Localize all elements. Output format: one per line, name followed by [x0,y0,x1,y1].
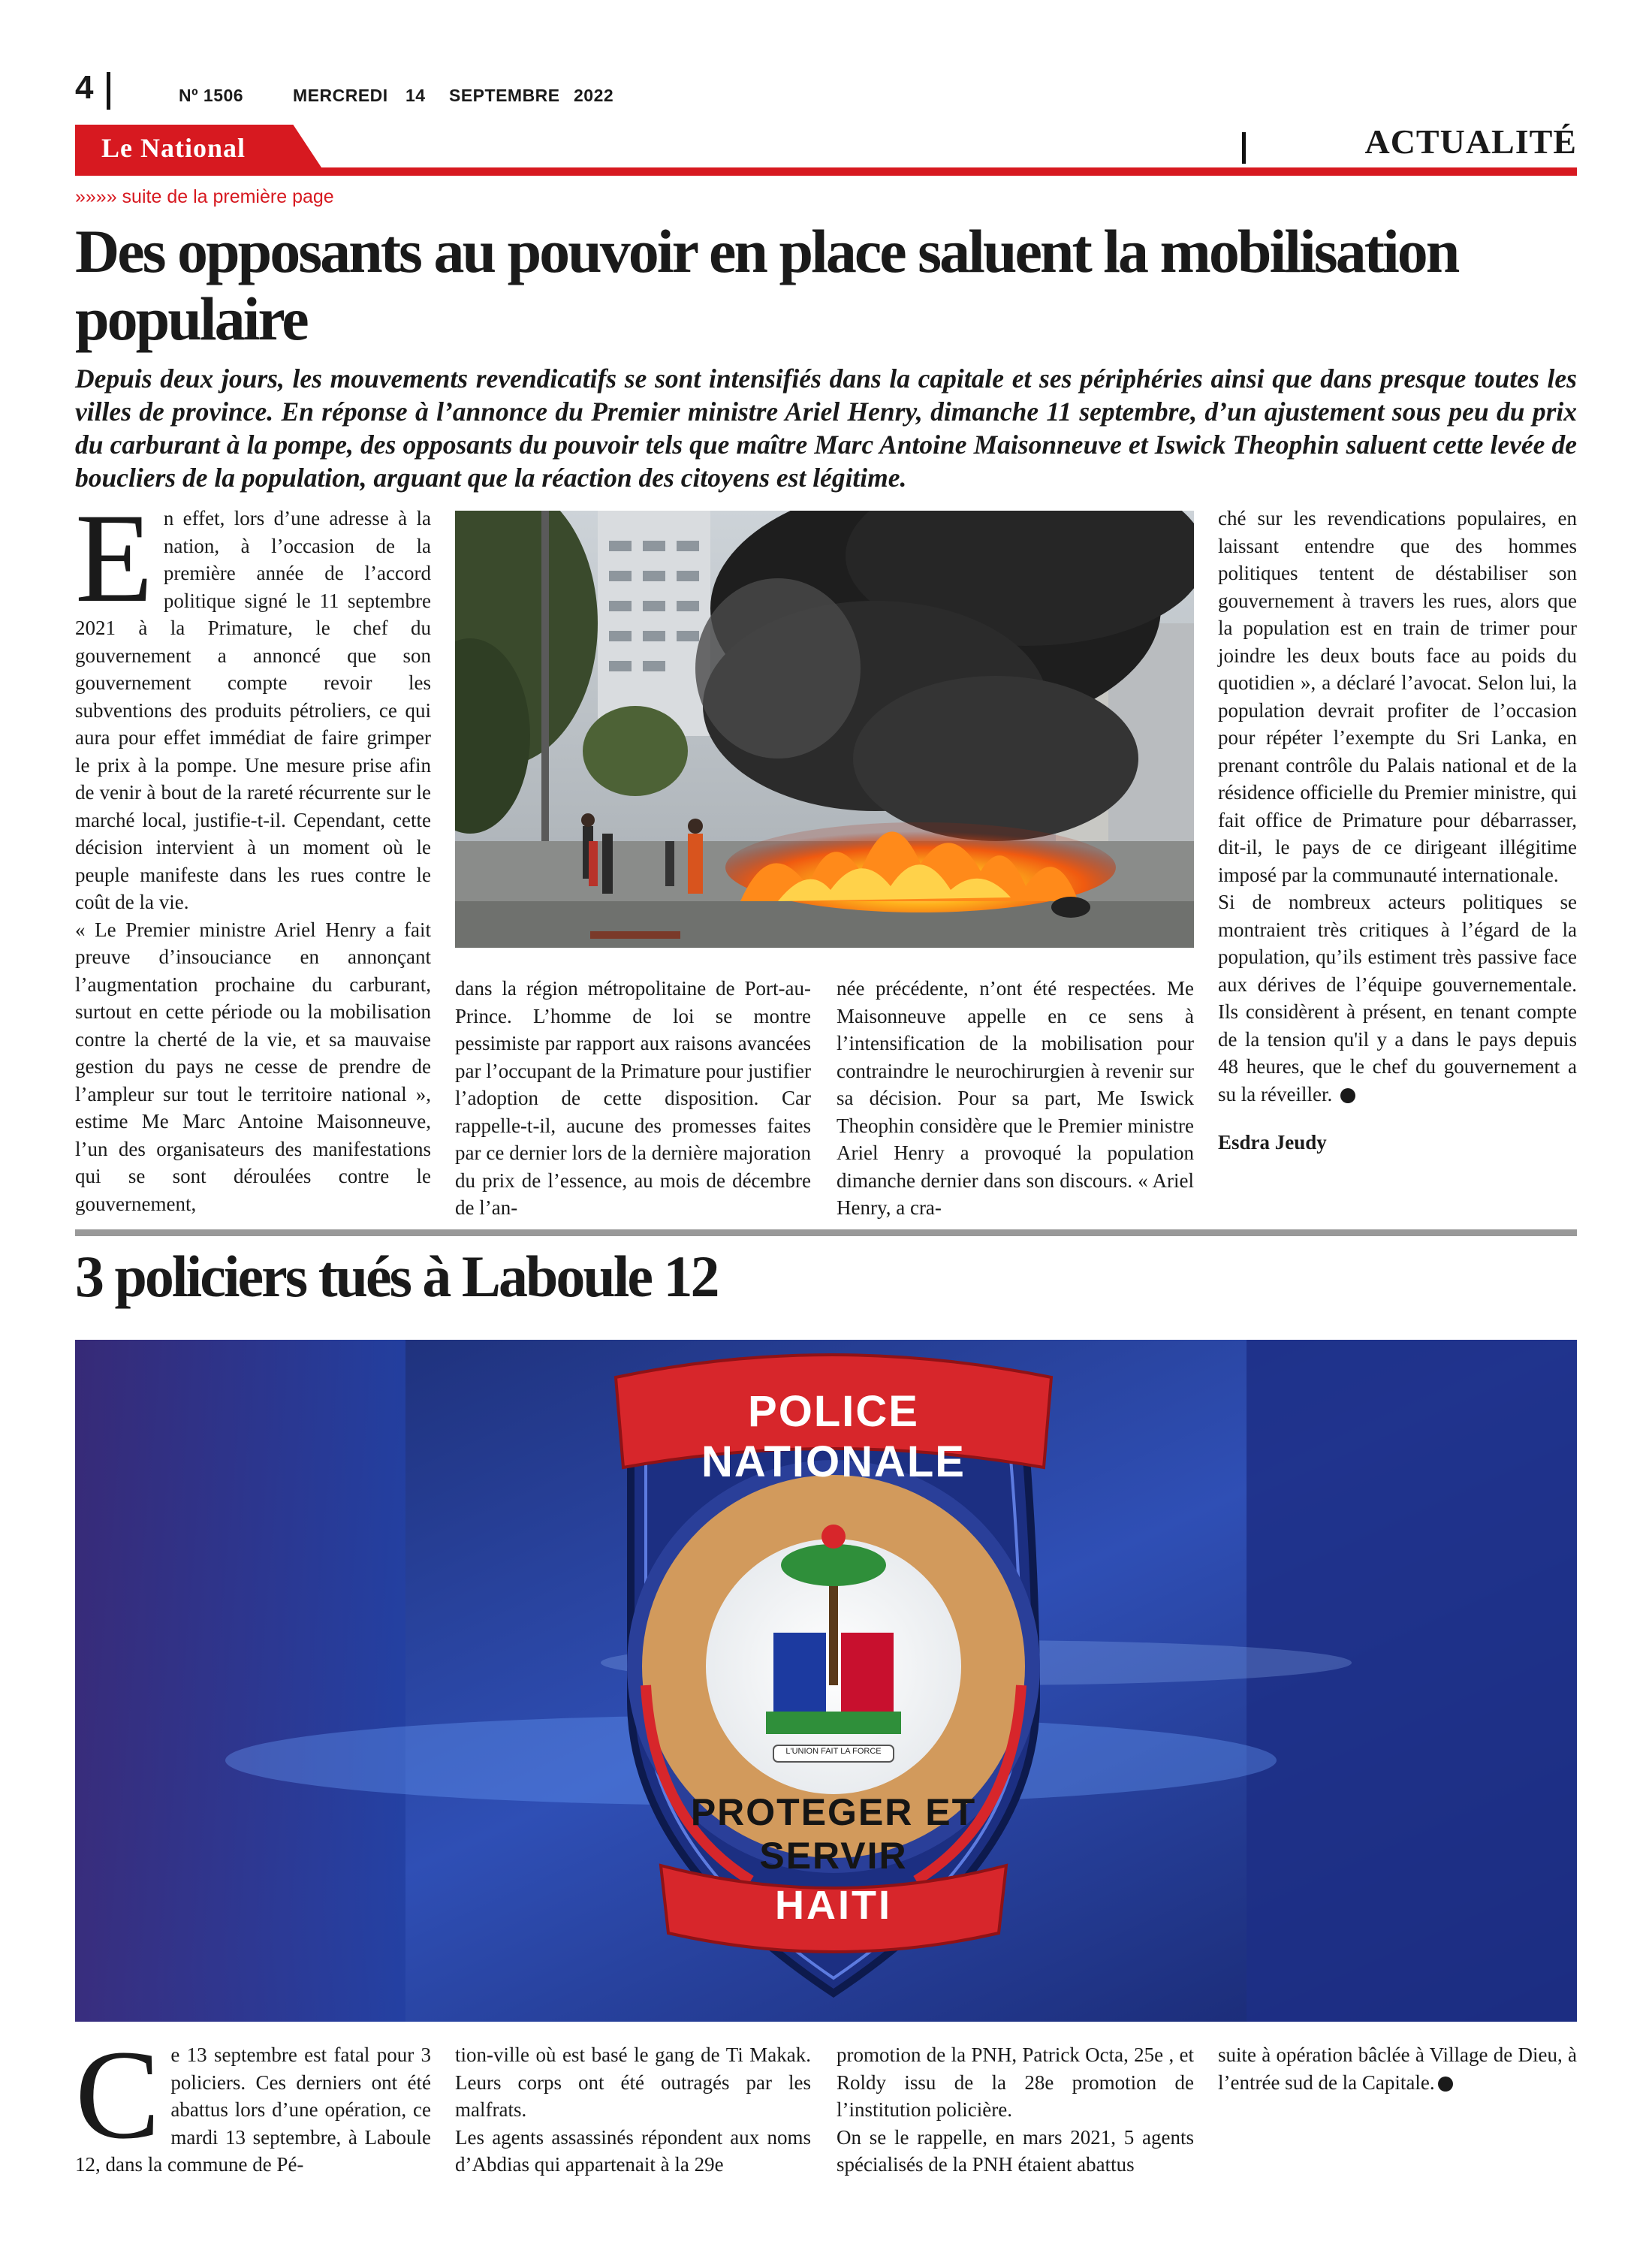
article1-column-4 [1218,505,1577,1157]
header-rule [75,167,1577,176]
issue-date: 14 [405,86,426,105]
section-name: ACTUALITÉ [1364,122,1577,161]
article2-paragraph: On se le rappelle, en mars 2021, 5 agents spécialisés de la PNH étaient abattus [837,2125,1194,2176]
article2-paragraph: tion-ville où est basé le gang de Ti Makak. Leurs corps ont été outragés par les malfrats. [455,2043,811,2121]
article2-title: 3 policiers tués à Laboule 12 [75,1244,718,1309]
article1-closing-text: Si de nombreux acteurs politiques se montraient très critiques à l’égard de la population, qu’ils estiment très passive face aux dérives de l’équipe gouvernementale. Ils considèrent à présent, en tenant compte de la tension qu'il y a dans le pays depuis 48 heures, que le chef du gouvernement a su la réveiller. [1218,891,1577,1105]
badge-title-banner: POLICE NATIONALE [701,1387,966,1486]
continued-from-front: »»»» suite de la première page [75,186,334,207]
badge-motto-ring: PROTEGER ET SERVIR [690,1791,977,1877]
article2-paragraph: promotion de la PNH, Patrick Octa, 25e , et Roldy issu de la 28e promotion de l’institution policière. [837,2043,1194,2121]
article2-paragraph: Les agents assassinés répondent aux noms d’Abdias qui appartenait à la 29e [455,2125,811,2176]
police-nationale-badge-image [75,1340,1577,2022]
issue-day: MERCREDI [293,86,388,105]
end-of-article-icon [1340,1088,1355,1103]
article2-paragraph: e 13 septembre est fatal pour 3 policiers. Ces derniers ont été abattus lors d’une opération, ce mardi 13 septembre, à Laboule 12, dans la commune de Pé- [75,2043,431,2176]
article1-paragraph: ché sur les revendications populaires, en laissant entendre que des hommes politiques tentent de déstabiliser son gouvernement à travers les rues, alors que la population est en train de trimer pour joindre les deux bouts face au poids du quotidien », a déclaré l’avocat. Selon lui, la population devrait profiter de l’occasion pour répéter l’exempte du Sri Lanka, en prenant contrôle du Palais national et de la résidence officielle du Premier ministre, qui fait office de Primature pour débarrasser, dit-il, le pays de ce dirigeant illégitime imposé par la communauté internationale. [1218,507,1577,886]
header-divider [107,72,110,110]
article2-column-1 [75,2024,431,2179]
article1-paragraph: née précédente, n’ont été respectées. Me Maisonneuve appelle en ce sens à l’intensification de la mobilisation pour contraindre le neurochirurgien à revenir sur sa décision. Pour sa part, Me Iswick Theophin considère que le Premier ministre Ariel Henry a provoqué la population dimanche dernier dans son discours. « Ariel Henry, a cra- [837,977,1194,1219]
article1-paragraph: n effet, lors d’une adresse à la nation, à l’occasion de la première année de l’accord politique signé le 11 septembre 2021 à la Primature, le chef du gouvernement a annoncé que son gouvernement compte revoir les subventions des produits pétroliers, ce qui aura pour effet immédiat de faire grimper le prix à la pompe. Une mesure prise afin de venir à bout de la rareté récurrente sur le marché local, justifie-t-il. Cependant, cette décision intervient à un moment où le peuple manifeste dans les rues contre le coût de la vie. [75,507,431,913]
page-number: 4 [75,69,94,106]
section-divider [1242,132,1246,164]
article2-column-2 [455,2041,811,2179]
article2-column-4 [1218,2041,1577,2096]
article2-closing-text: suite à opération bâclée à Village de Dieu, à l’entrée sud de la Capitale. [1218,2043,1577,2094]
article1-byline: Esdra Jeudy [1218,1131,1327,1154]
article1-paragraph: « Le Premier ministre Ariel Henry a fait preuve d’insouciance en annonçant l’augmentation prochaine du carburant, surtout en cette période ou la mobilisation contre la cherté de la vie, et sa mauvaise gestion du pays ne cesse de prendre de l’ampleur sur tout le territoire national », estime Me Marc Antoine Maisonneuve, l’un des organisateurs des manifestations qui se sont déroulées contre le gouvernement, [75,918,431,1215]
article1-column-3 [837,975,1194,1222]
end-of-article-icon [1438,2077,1453,2092]
article-separator [75,1229,1577,1236]
article1-lead: Depuis deux jours, les mouvements revendicatifs se sont intensifiés dans la capitale et ses périphéries ainsi que dans presque toutes les villes de province. En réponse à l’annonce du Premier ministre Ariel Henry, dimanche 11 septembre, d’un ajustement sous peu du prix du carburant à la pompe, des opposants du pouvoir tels que maître Marc Antoine Maisonneuve et Iswick Theophin saluent cette levée de boucliers de la population, arguant que la réaction des citoyens est légitime. [75,363,1577,493]
article2-paragraph [1218,2041,1577,2096]
article2-dropcap: C [75,2024,161,2165]
issue-number: Nº 1506 [179,86,244,105]
badge-seal-motto: L'UNION FAIT LA FORCE [785,1747,882,1756]
article1-paragraph [1218,888,1577,1108]
issue-year: 2022 [574,86,614,105]
article1-column-1 [75,487,431,1217]
article1-dropcap: E [75,487,153,629]
brand-name: Le National [101,133,246,163]
article1-paragraph: dans la région métropolitaine de Port-au-Prince. L’homme de loi se montre pessimiste par rapport aux raisons avancées par l’occupant de la Primature pour justifier l’adoption de cette disposition. Car rappelle-t-il, aucune des promesses faites par ce dernier lors de la dernière majoration du prix de l’essence, au mois de décembre de l’an- [455,977,811,1219]
article1-column-2 [455,975,811,1222]
issue-month: SEPTEMBRE [449,86,560,105]
article1-title: Des opposants au pouvoir en place saluent la mobilisation populaire [75,217,1458,353]
article2-column-3 [837,2041,1194,2179]
badge-country-banner: HAITI [775,1883,892,1928]
protest-fire-photo [455,511,1194,948]
